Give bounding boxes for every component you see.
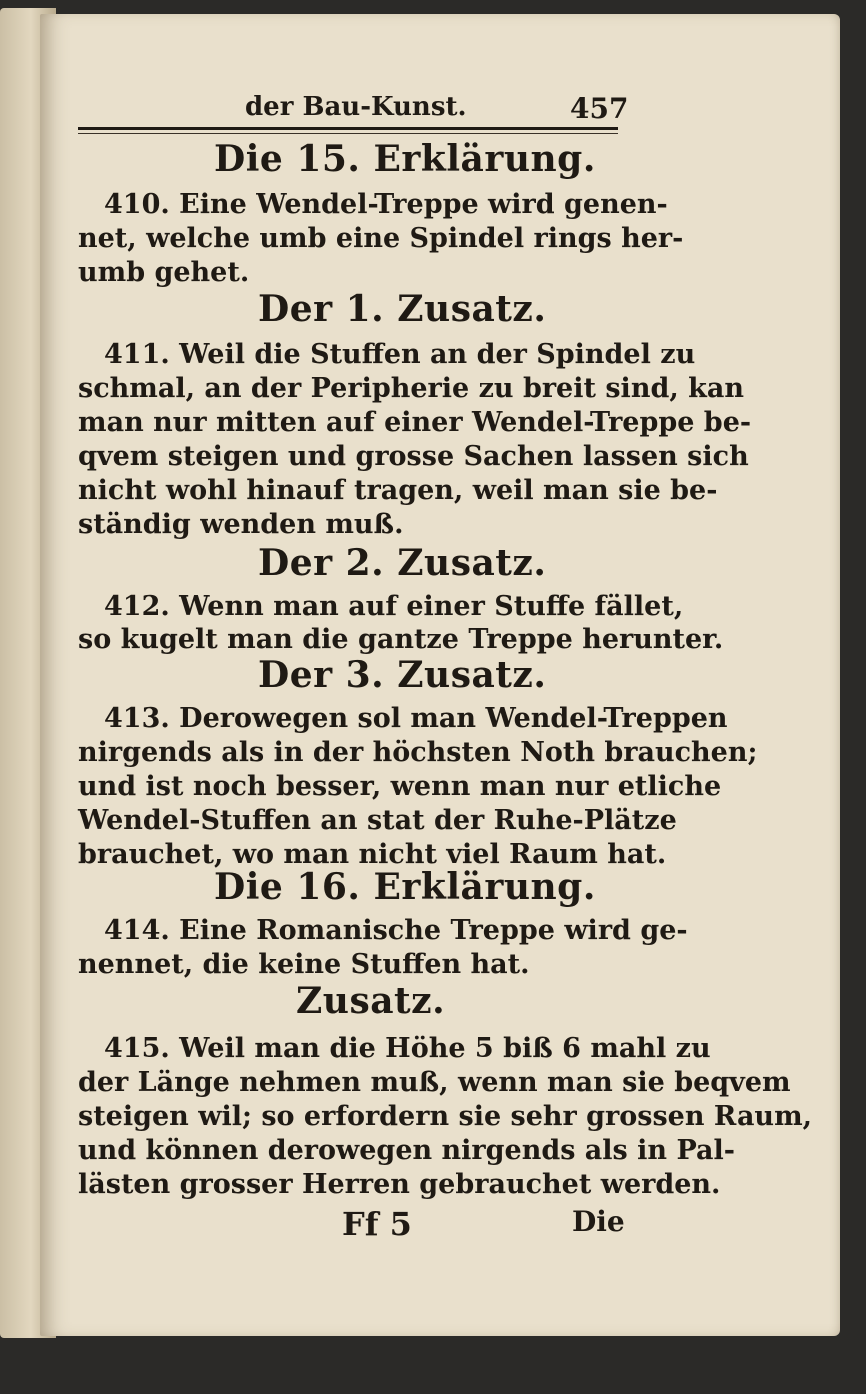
text-line: brauchet, wo man nicht viel Raum hat.	[78, 839, 667, 870]
text-line: und ist noch besser, wenn man nur etliche	[78, 771, 722, 802]
text-line: 413. Derowegen sol man Wendel-Treppen	[104, 703, 728, 734]
header-rule-thin	[78, 133, 618, 134]
text-line: man nur mitten auf einer Wendel-Treppe be-	[78, 407, 752, 438]
section-heading: Die 16. Erklärung.	[214, 866, 596, 908]
text-line: und können derowegen nirgends als in Pal-	[78, 1135, 735, 1166]
text-line: 414. Eine Romanische Treppe wird ge-	[104, 915, 688, 946]
text-line: Wendel-Stuffen an stat der Ruhe-Plätze	[78, 805, 677, 836]
running-head: der Bau-Kunst.	[245, 92, 467, 122]
section-heading: Die 15. Erklärung.	[214, 138, 596, 180]
text-line: net, welche umb eine Spindel rings her-	[78, 223, 684, 254]
section-heading: Der 3. Zusatz.	[258, 654, 547, 696]
section-heading: Der 1. Zusatz.	[258, 288, 547, 330]
text-line: der Länge nehmen muß, wenn man sie beqvem	[78, 1067, 791, 1098]
text-line: qvem steigen und grosse Sachen lassen sich	[78, 441, 749, 472]
section-heading: Zusatz.	[296, 980, 446, 1022]
text-line: nicht wohl hinauf tragen, weil man sie be-	[78, 475, 718, 506]
text-line: schmal, an der Peripherie zu breit sind, kan	[78, 373, 744, 404]
section-heading: Der 2. Zusatz.	[258, 542, 547, 584]
header-rule	[78, 127, 618, 130]
text-line: ständig wenden muß.	[78, 509, 404, 540]
text-line: umb gehet.	[78, 257, 250, 288]
text-line: nirgends als in der höchsten Noth brauchen;	[78, 737, 758, 768]
page-number: 457	[570, 92, 629, 125]
text-line: steigen wil; so erfordern sie sehr grossen Raum,	[78, 1101, 813, 1132]
text-line: 410. Eine Wendel-Treppe wird genen-	[104, 189, 668, 220]
signature-mark: Ff 5	[342, 1205, 412, 1243]
catchword: Die	[572, 1205, 625, 1238]
text-line: 412. Wenn man auf einer Stuffe fället,	[104, 591, 684, 622]
text-line: 411. Weil die Stuffen an der Spindel zu	[104, 339, 696, 370]
text-line: 415. Weil man die Höhe 5 biß 6 mahl zu	[104, 1033, 711, 1064]
text-line: nennet, die keine Stuffen hat.	[78, 949, 530, 980]
text-line: so kugelt man die gantze Treppe herunter.	[78, 624, 724, 655]
text-line: lästen grosser Herren gebrauchet werden.	[78, 1169, 721, 1200]
